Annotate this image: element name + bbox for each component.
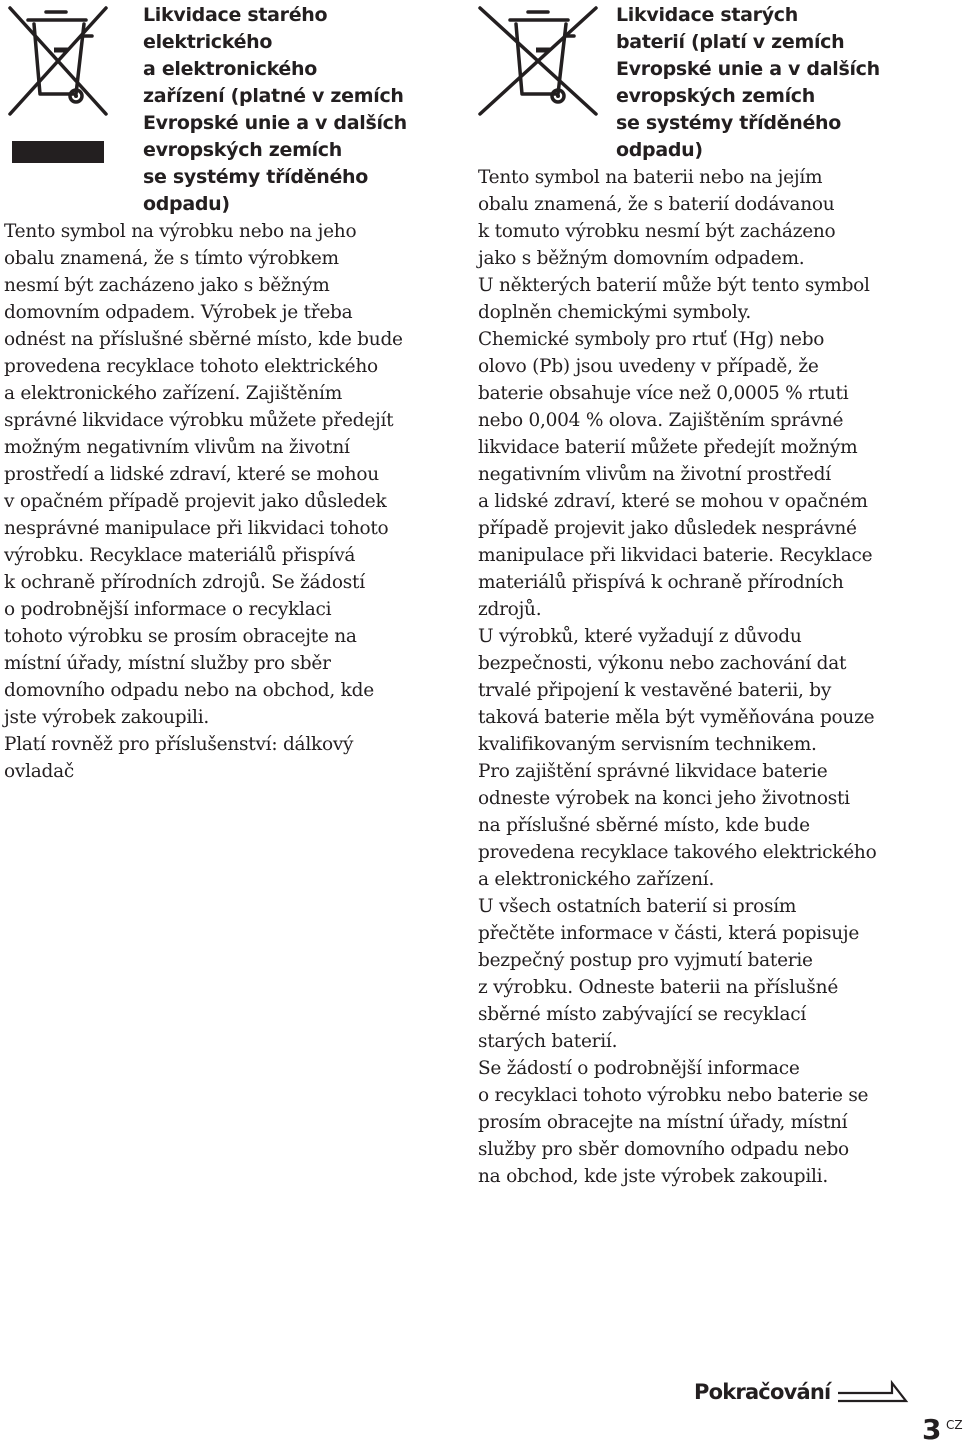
- body-line: a lidské zdraví, které se mohou v opačném: [478, 491, 868, 512]
- heading-line: a elektronického: [143, 58, 317, 80]
- heading-line: elektrického: [143, 31, 273, 53]
- body-line: domovním odpadem. Výrobek je třeba: [4, 302, 353, 323]
- body-line: bezpečnosti, výkonu nebo zachování dat: [478, 653, 847, 674]
- body-line: trvalé připojení k vestavěné baterii, by: [478, 680, 832, 701]
- body-line: nesmí být zacházeno jako s běžným: [4, 275, 330, 296]
- body-line: materiálů přispívá k ochraně přírodních: [478, 572, 844, 593]
- continue-indicator: [694, 1377, 908, 1407]
- body-line: případě projevit jako důsledek nesprávné: [478, 518, 857, 539]
- body-line: nebo 0,004 % olova. Zajištěním správné: [478, 410, 844, 431]
- body-line: domovního odpadu nebo na obchod, kde: [4, 680, 374, 701]
- body-line: Pro zajištění správné likvidace baterie: [478, 761, 828, 782]
- body-line: likvidace baterií můžete předejít možným: [478, 437, 858, 458]
- body-line: sběrné místo zabývající se recyklací: [478, 1004, 807, 1025]
- heading-line: Evropské unie a v dalších: [143, 112, 407, 134]
- body-line: o recyklaci tohoto výrobku nebo baterie se: [478, 1085, 869, 1106]
- heading-line: Likvidace starého: [143, 4, 328, 26]
- body-line: zdrojů.: [478, 599, 542, 620]
- weee-heading: [143, 2, 443, 218]
- body-line: na obchod, kde jste výrobek zakoupili.: [478, 1166, 828, 1187]
- heading-line: odpadu): [143, 193, 230, 215]
- body-line: obalu znamená, že s tímto výrobkem: [4, 248, 339, 269]
- body-line: jste výrobek zakoupili.: [4, 707, 210, 728]
- bin-underline-bar: [12, 141, 104, 163]
- body-line: starých baterií.: [478, 1031, 618, 1052]
- body-line: prostředí a lidské zdraví, které se mohou: [4, 464, 379, 485]
- body-line: odneste výrobek na konci jeho životnosti: [478, 788, 850, 809]
- body-line: bezpečný postup pro vyjmutí baterie: [478, 950, 813, 971]
- heading-line: se systémy tříděného: [143, 166, 369, 188]
- page-number: 3: [922, 1413, 941, 1446]
- body-line: negativním vlivům na životní prostředí: [478, 464, 831, 485]
- body-line: odnést na příslušné sběrné místo, kde bude: [4, 329, 403, 350]
- heading-line: evropských zemích: [616, 85, 815, 107]
- body-line: správné likvidace výrobku můžete předejít: [4, 410, 394, 431]
- battery-body-paragraph: [478, 164, 938, 1190]
- body-line: U všech ostatních baterií si prosím: [478, 896, 797, 917]
- body-line: ovladač: [4, 761, 75, 782]
- continue-label: Pokračování: [694, 1380, 831, 1404]
- continue-arrow-icon: [836, 1379, 908, 1405]
- body-line: služby pro sběr domovního odpadu nebo: [478, 1139, 849, 1160]
- heading-line: evropských zemích: [143, 139, 342, 161]
- body-line: a elektronického zařízení.: [478, 869, 715, 890]
- body-line: provedena recyklace takového elektrického: [478, 842, 877, 863]
- body-line: baterie obsahuje více než 0,0005 % rtuti: [478, 383, 849, 404]
- body-line: Platí rovněž pro příslušenství: dálkový: [4, 734, 354, 755]
- body-line: provedena recyklace tohoto elektrického: [4, 356, 378, 377]
- body-line: Se žádostí o podrobnější informace: [478, 1058, 800, 1079]
- body-line: doplněn chemickými symboly.: [478, 302, 751, 323]
- body-line: Tento symbol na výrobku nebo na jeho: [4, 221, 357, 242]
- body-line: olovo (Pb) jsou uvedeny v případě, že: [478, 356, 819, 377]
- heading-line: Likvidace starých: [616, 4, 798, 26]
- body-line: kvalifikovaným servisním technikem.: [478, 734, 817, 755]
- body-line: prosím obracejte na místní úřady, místní: [478, 1112, 848, 1133]
- body-line: U výrobků, které vyžadují z důvodu: [478, 626, 802, 647]
- body-line: výrobku. Recyklace materiálů přispívá: [4, 545, 356, 566]
- body-line: k ochraně přírodních zdrojů. Se žádostí: [4, 572, 365, 593]
- body-line: nesprávné manipulace při likvidaci tohoto: [4, 518, 389, 539]
- body-line: U některých baterií může být tento symbol: [478, 275, 870, 296]
- body-line: v opačném případě projevit jako důsledek: [4, 491, 387, 512]
- body-line: na příslušné sběrné místo, kde bude: [478, 815, 810, 836]
- weee-body-paragraph: [4, 218, 454, 785]
- body-line: o podrobnější informace o recyklaci: [4, 599, 332, 620]
- battery-heading: [616, 2, 956, 164]
- heading-line: baterií (platí v zemích: [616, 31, 845, 53]
- body-line: manipulace při likvidaci baterie. Recyklace: [478, 545, 873, 566]
- body-line: tohoto výrobku se prosím obracejte na: [4, 626, 357, 647]
- body-line: k tomuto výrobku nesmí být zacházeno: [478, 221, 836, 242]
- body-line: obalu znamená, že s baterií dodávanou: [478, 194, 835, 215]
- body-line: možným negativním vlivům na životní: [4, 437, 350, 458]
- crossed-out-wheelie-bin-icon: [476, 6, 600, 118]
- body-line: taková baterie měla být vyměňována pouze: [478, 707, 875, 728]
- body-line: Chemické symboly pro rtuť (Hg) nebo: [478, 329, 825, 350]
- body-line: a elektronického zařízení. Zajištěním: [4, 383, 342, 404]
- body-line: místní úřady, místní služby pro sběr: [4, 653, 331, 674]
- heading-line: Evropské unie a v dalších: [616, 58, 880, 80]
- body-line: Tento symbol na baterii nebo na jejím: [478, 167, 823, 188]
- page-language-code: CZ: [946, 1418, 963, 1432]
- body-line: jako s běžným domovním odpadem.: [478, 248, 805, 269]
- heading-line: se systémy tříděného: [616, 112, 842, 134]
- body-line: z výrobku. Odneste baterii na příslušné: [478, 977, 839, 998]
- crossed-out-wheelie-bin-icon: [6, 6, 110, 118]
- body-line: přečtěte informace v části, která popisuje: [478, 923, 860, 944]
- heading-line: zařízení (platné v zemích: [143, 85, 404, 107]
- heading-line: odpadu): [616, 139, 703, 161]
